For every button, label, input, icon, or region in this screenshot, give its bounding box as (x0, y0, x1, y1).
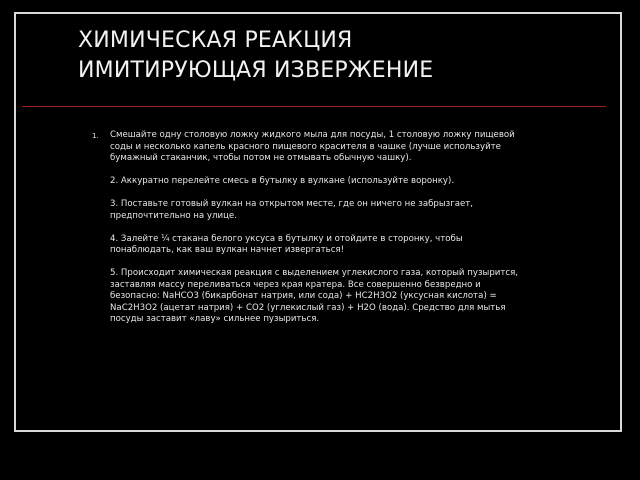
paragraph-step-3: 3. Поставьте готовый вулкан на открытом месте, где он ничего не забрызгает, предпочтительно на улице. (110, 199, 474, 221)
list-number: 1. (92, 132, 99, 140)
paragraph-step-4: 4. Залейте ¼ стакана белого уксуса в бутылку и отойдите в сторонку, чтобы понаблюдать, как ваш вулкан начнет извергаться! (110, 233, 463, 255)
paragraph-step-2: 2. Аккуратно перелейте смесь в бутылку в вулкане (используйте воронку). (110, 176, 455, 186)
slide-body (92, 130, 520, 337)
title-divider (22, 106, 606, 107)
paragraph-step-5: 5. Происходит химическая реакция с выделением углекислого газа, который пузырится, заставляя массу переливаться через края кратера. Все совершенно безвредно и безопасно: NaHCO3 (бикарбонат натрия, или сода) + HC2H3O2 (уксусная кислота) = NaC2H3O2 (ацетат натрия) + CO2 (углекислый газ) + H2O (вода). Средство для мытья посуды заставит «лаву» сильнее пузыриться. (110, 268, 518, 324)
paragraph-step-1: Смешайте одну столовую ложку жидкого мыла для посуды, 1 столовую ложку пищевой соды и несколько капель красного пищевого красителя в чашке (лучше используйте бумажный стаканчик, чтобы потом не отмывать обычную чашку). (110, 130, 515, 163)
slide-title-line-2: ИМИТИРУЮЩАЯ ИЗВЕРЖЕНИЕ (78, 58, 434, 83)
slide-title (78, 26, 578, 86)
slide-title-line-1: ХИМИЧЕСКАЯ РЕАКЦИЯ (78, 28, 353, 53)
